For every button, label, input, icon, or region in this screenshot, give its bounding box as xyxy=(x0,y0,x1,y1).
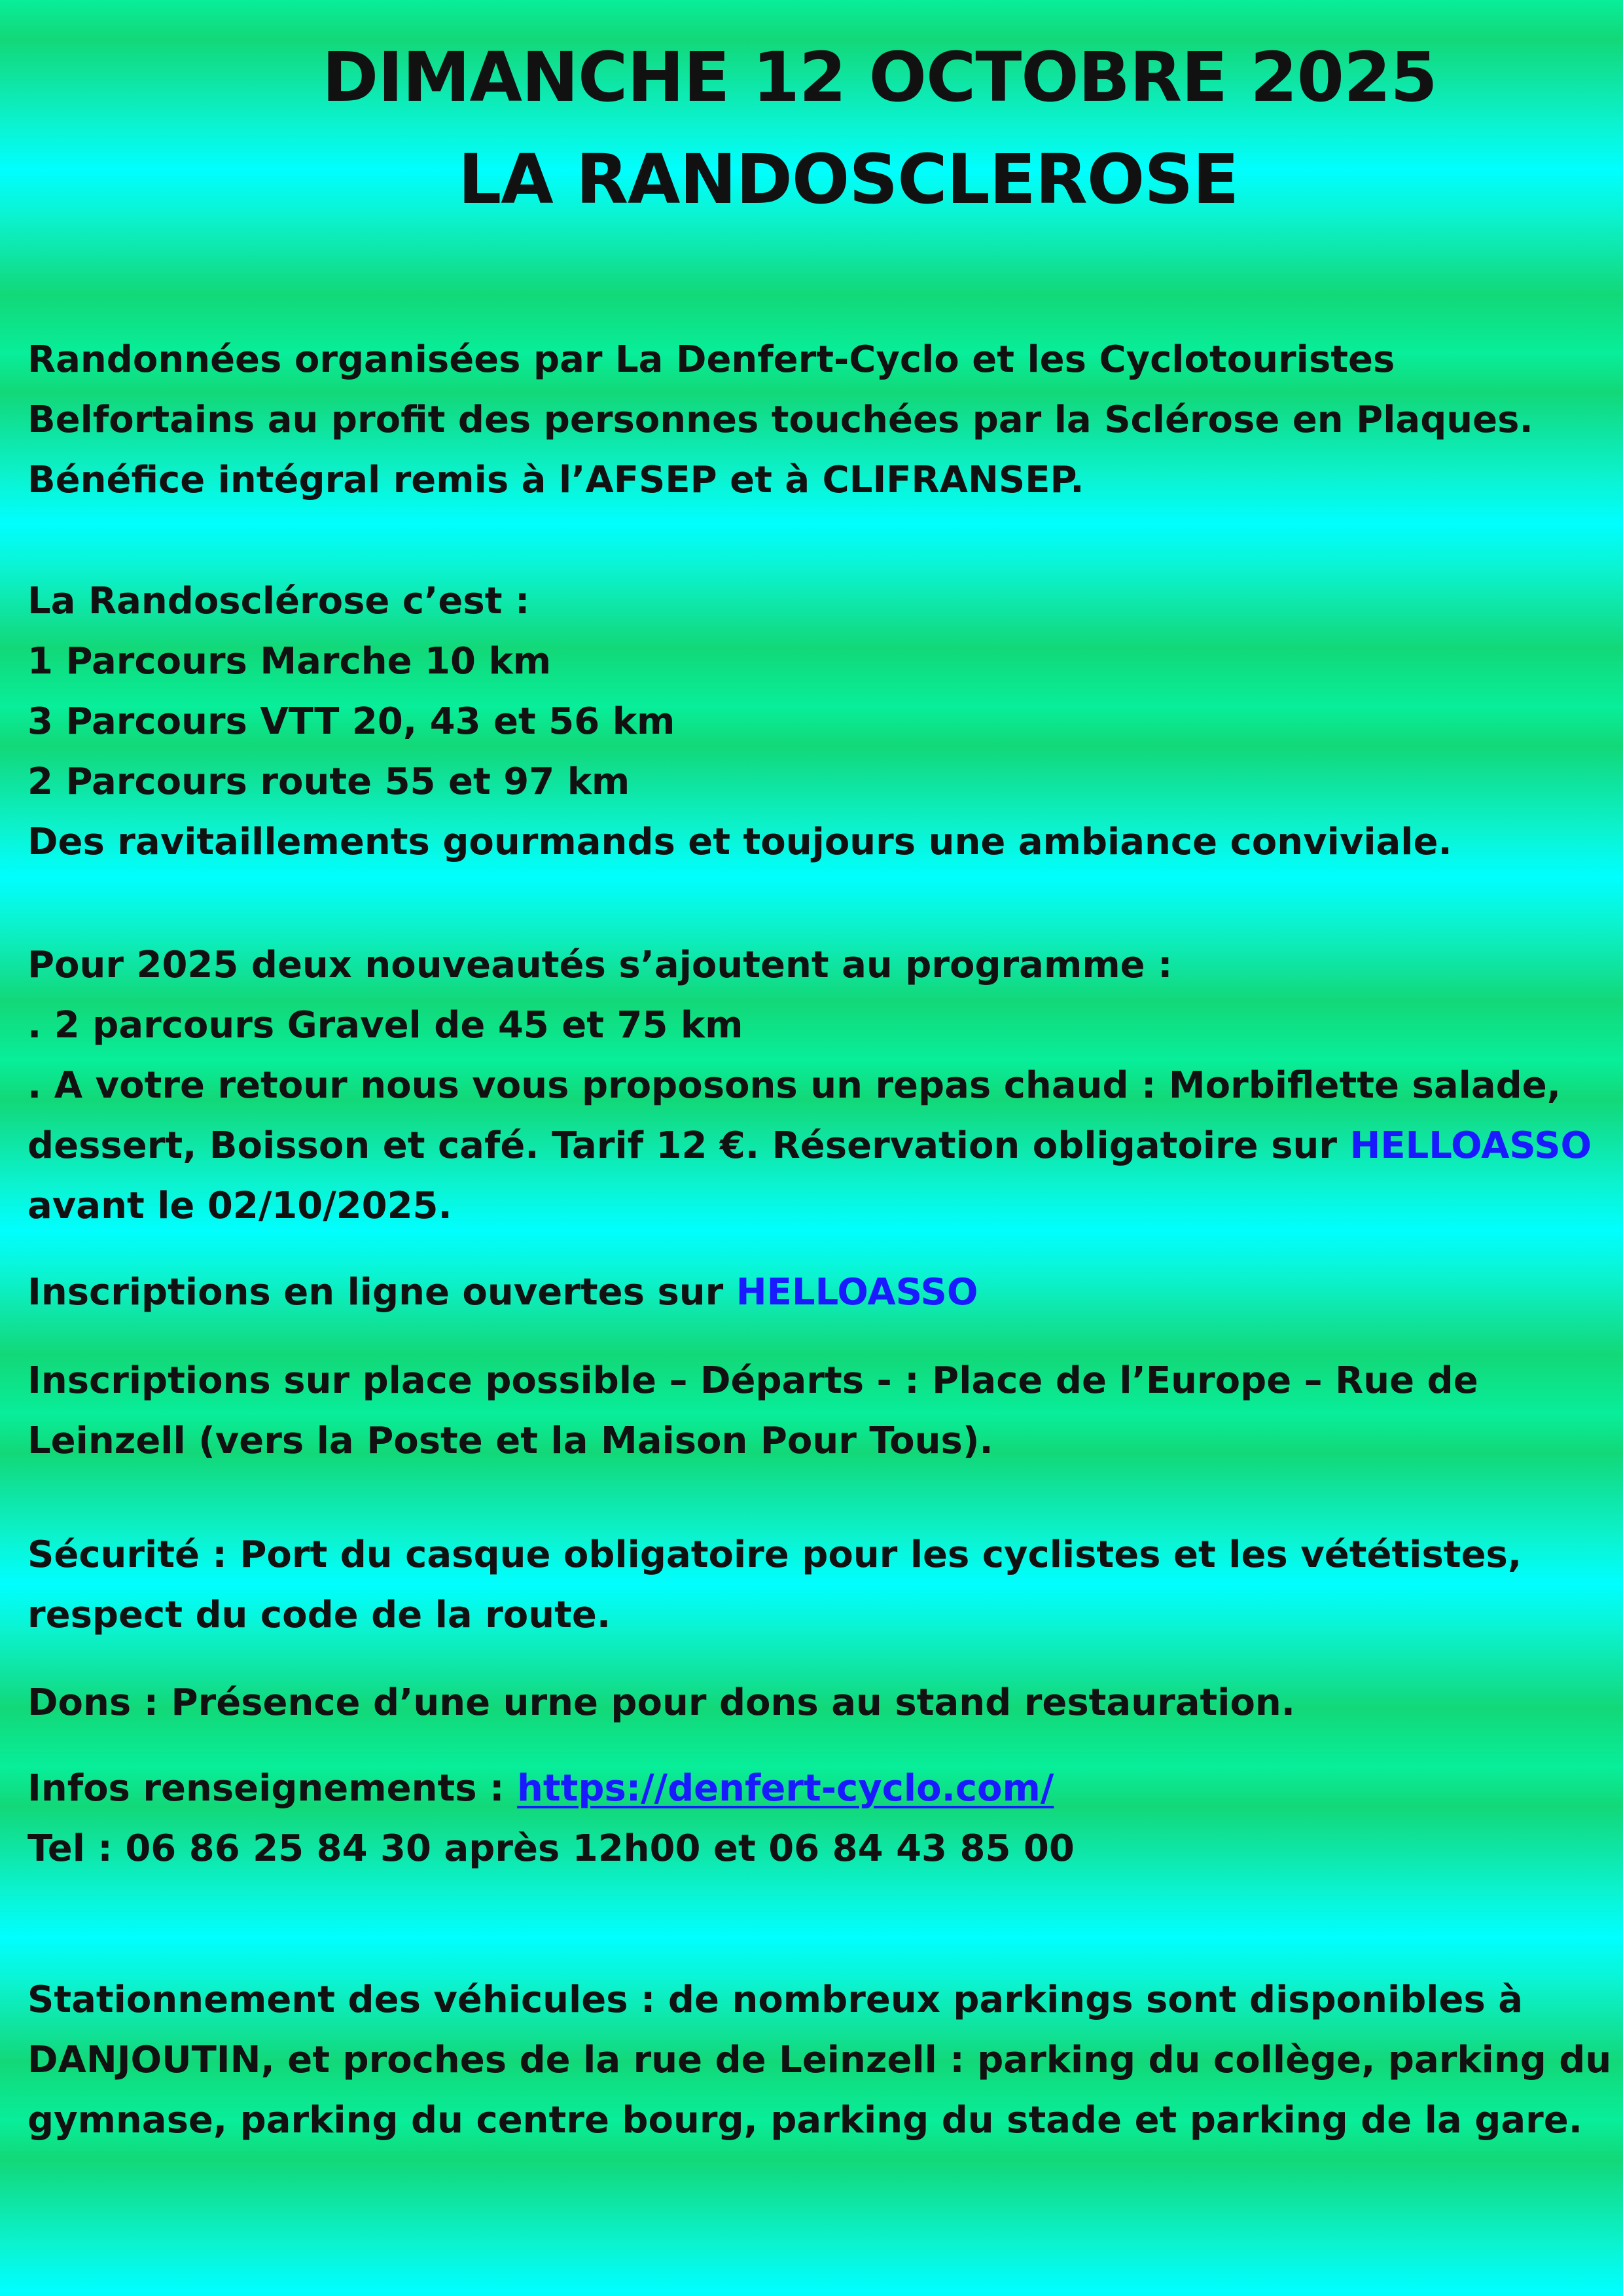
news-deadline: avant le 02/10/2025. xyxy=(27,1185,452,1227)
parking-line: DANJOUTIN, et proches de la rue de Leinzell : parking du collège, parking du xyxy=(27,2039,1612,2081)
program-item: Des ravitaillements gourmands et toujours une ambiance conviviale. xyxy=(27,821,1452,863)
online-registration xyxy=(27,1263,1611,1323)
program-list xyxy=(27,571,1611,872)
info-line xyxy=(27,1759,1611,1819)
security-paragraph xyxy=(27,1525,1611,1645)
news-item: . 2 parcours Gravel de 45 et 75 km xyxy=(27,1004,743,1047)
news-text: dessert, Boisson et café. Tarif 12 €. Réservation obligatoire sur xyxy=(27,1124,1350,1167)
parking-line: gymnase, parking du centre bourg, parking du stade et parking de la gare. xyxy=(27,2099,1583,2142)
intro-line: Randonnées organisées par La Denfert-Cyclo et les Cyclotouristes xyxy=(27,338,1395,381)
security-line: Sécurité : Port du casque obligatoire pour les cyclistes et les vététistes, xyxy=(27,1534,1522,1576)
onsite-line: Inscriptions sur place possible – Départs - : Place de l’Europe – Rue de xyxy=(27,1359,1478,1402)
online-text: Inscriptions en ligne ouvertes sur xyxy=(27,1271,736,1314)
website-link[interactable]: https://denfert-cyclo.com/ xyxy=(516,1767,1054,1810)
event-date-title: DIMANCHE 12 OCTOBRE 2025 xyxy=(322,37,1437,117)
phone-line: Tel : 06 86 25 84 30 après 12h00 et 06 84 43 85 00 xyxy=(27,1827,1075,1870)
intro-line: Belfortains au profit des personnes touchées par la Sclérose en Plaques. xyxy=(27,399,1533,441)
donations-paragraph xyxy=(27,1673,1611,1733)
donations-line: Dons : Présence d’une urne pour dons au stand restauration. xyxy=(27,1681,1296,1724)
news-paragraph xyxy=(27,935,1611,1236)
program-item: 3 Parcours VTT 20, 43 et 56 km xyxy=(27,700,675,743)
program-item: 1 Parcours Marche 10 km xyxy=(27,640,552,683)
program-heading: La Randosclérose c’est : xyxy=(27,580,530,622)
info-label: Infos renseignements : xyxy=(27,1767,517,1810)
online-line xyxy=(27,1263,1611,1323)
news-heading: Pour 2025 deux nouveautés s’ajoutent au programme : xyxy=(27,944,1173,986)
info-paragraph xyxy=(27,1759,1611,1879)
news-line xyxy=(27,1116,1611,1176)
helloasso-online-link[interactable]: HELLOASSO xyxy=(736,1271,978,1314)
intro-line: Bénéfice intégral remis à l’AFSEP et à CLIFRANSEP. xyxy=(27,459,1084,501)
news-item: . A votre retour nous vous proposons un repas chaud : Morbiflette salade, xyxy=(27,1064,1561,1107)
onsite-line: Leinzell (vers la Poste et la Maison Pour Tous). xyxy=(27,1420,993,1462)
parking-line: Stationnement des véhicules : de nombreux parkings sont disponibles à xyxy=(27,1979,1524,2021)
helloasso-link[interactable]: HELLOASSO xyxy=(1349,1124,1592,1167)
intro-paragraph xyxy=(27,330,1611,511)
program-item: 2 Parcours route 55 et 97 km xyxy=(27,761,630,803)
security-line: respect du code de la route. xyxy=(27,1594,611,1636)
parking-paragraph xyxy=(27,1970,1611,2151)
onsite-registration xyxy=(27,1351,1611,1471)
event-name-title: LA RANDOSCLEROSE xyxy=(458,139,1239,219)
